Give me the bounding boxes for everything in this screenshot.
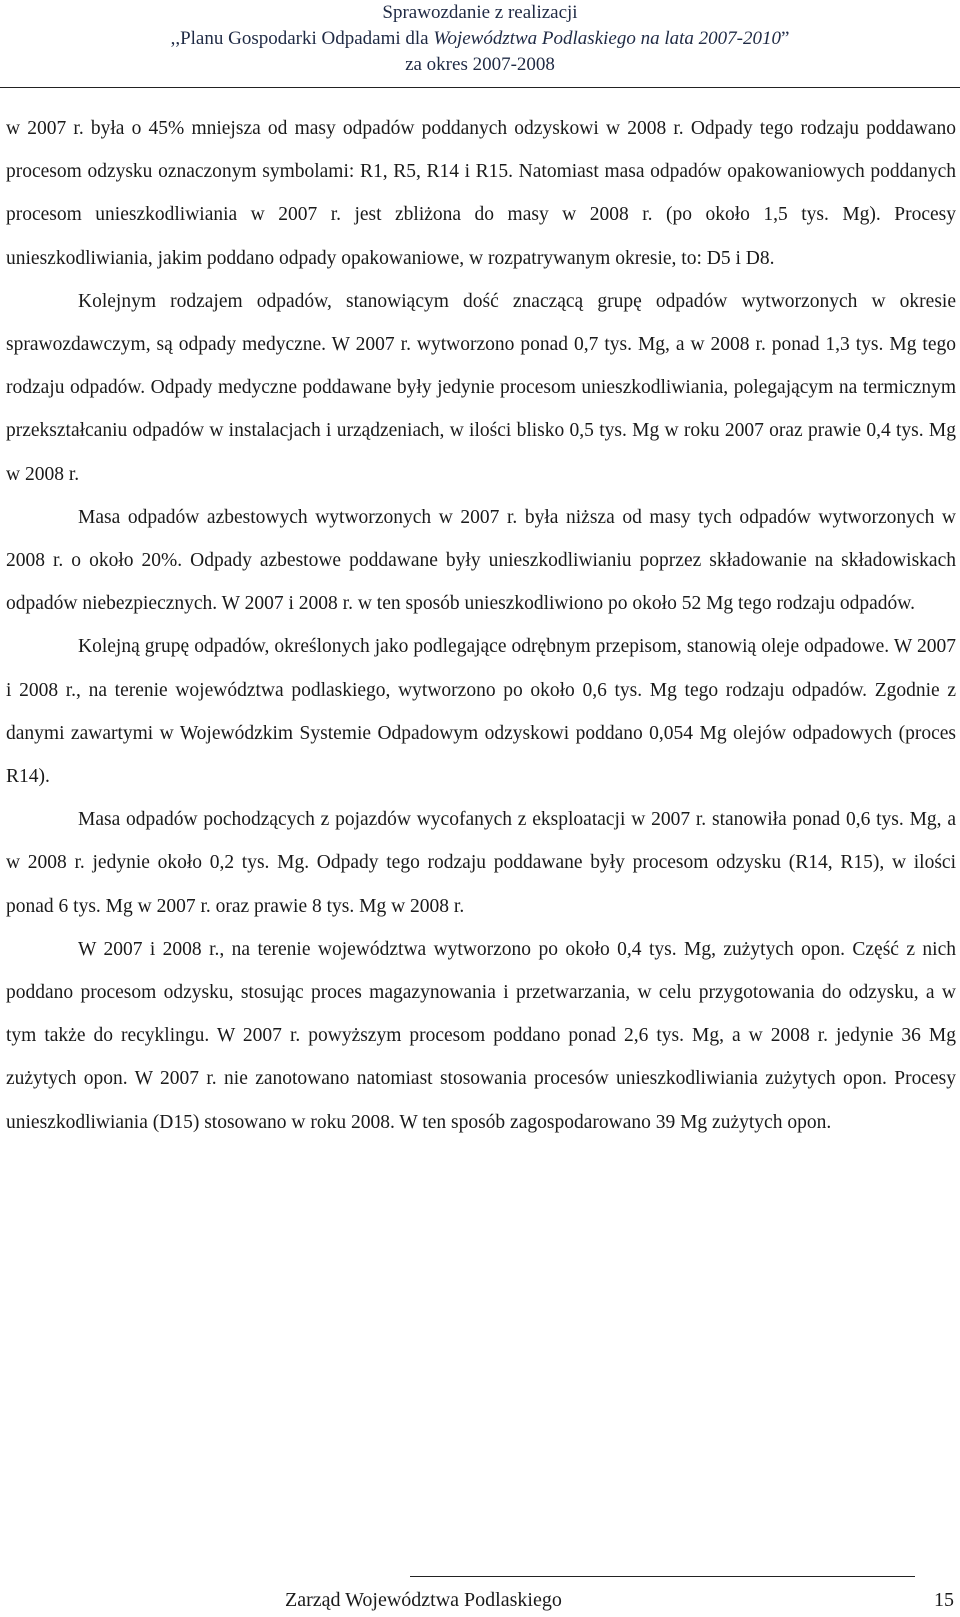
- document-body: [6, 107, 956, 1144]
- paragraph-end-of-life-vehicles: Masa odpadów pochodzących z pojazdów wycofanych z eksploatacji w 2007 r. stanowiła ponad 0,6 tys. Mg, a w 2008 r. jedynie około 0,2 tys. Mg. Odpady tego rodzaju poddawane były procesom odzysku (R14, R15), w ilości ponad 6 tys. Mg w 2007 r. oraz prawie 8 tys. Mg w 2008 r.: [6, 809, 956, 917]
- footer-divider: [410, 1576, 915, 1577]
- header-divider: [0, 87, 960, 88]
- page-number: 15: [934, 1589, 954, 1611]
- plan-title-suffix: ”: [780, 28, 790, 49]
- paragraph-waste-oils: Kolejną grupę odpadów, określonych jako podlegające odrębnym przepisom, stanowią oleje odpadowe. W 2007 i 2008 r., na terenie województwa podlaskiego, wytworzono po około 0,6 tys. Mg tego rodzaju odpadów. Zgodnie z danymi zawartymi w Wojewódzkim Systemie Odpadowym odzyskowi poddano 0,054 Mg olejów odpadowych (proces R14).: [6, 636, 956, 788]
- page-header: [0, 0, 960, 78]
- paragraph-used-tyres: W 2007 i 2008 r., na terenie województwa wytworzono po około 0,4 tys. Mg, zużytych opon. Część z nich poddano procesom odzysku, stosując proces magazynowania i przetwarzania, w celu przygotowania do odzysku, a w tym także do recyklingu. W 2007 r. powyższym procesom poddano ponad 2,6 tys. Mg, a w 2008 r. jedynie 36 Mg zużytych opon. W 2007 r. nie zanotowano natomiast stosowania procesów unieszkodliwiania zużytych opon. Procesy unieszkodliwiania (D15) stosowano w roku 2008. W ten sposób zagospodarowano 39 Mg zużytych opon.: [6, 938, 956, 1133]
- report-title: Sprawozdanie z realizacji: [382, 2, 578, 23]
- report-period: za okres 2007-2008: [405, 54, 555, 75]
- paragraph-packaging-waste: w 2007 r. była o 45% mniejsza od masy odpadów poddanych odzyskowi w 2008 r. Odpady tego rodzaju poddawano procesom odzysku oznaczonym symbolami: R1, R5, R14 i R15. Natomiast masa odpadów opakowaniowych poddanych procesom unieszkodliwiania w 2007 r. jest zbliżona do masy w 2008 r. (po około 1,5 tys. Mg). Procesy unieszkodliwiania, jakim poddano odpady opakowaniowe, w rozpatrywanym okresie, to: D5 i D8.: [6, 118, 956, 269]
- paragraph-asbestos-waste: Masa odpadów azbestowych wytworzonych w 2007 r. była niższa od masy tych odpadów wytworzonych w 2008 r. o około 20%. Odpady azbestowe poddawane były unieszkodliwianiu poprzez składowanie na składowiskach odpadów niebezpiecznych. W 2007 i 2008 r. w ten sposób unieszkodliwiono po około 52 Mg tego rodzaju odpadów.: [6, 506, 956, 615]
- plan-title-italic: Województwa Podlaskiego na lata 2007-2010: [433, 28, 781, 49]
- plan-title: [0, 26, 960, 52]
- paragraph-medical-waste: Kolejnym rodzajem odpadów, stanowiącym dość znaczącą grupę odpadów wytworzonych w okresie sprawozdawczym, są odpady medyczne. W 2007 r. wytworzono ponad 0,7 tys. Mg, a w 2008 r. ponad 1,3 tys. Mg tego rodzaju odpadów. Odpady medyczne poddawane były jedynie procesom unieszkodliwiania, polegającym na termicznym przekształcaniu odpadów w instalacjach i urządzeniach, w ilości blisko 0,5 tys. Mg w roku 2007 oraz prawie 0,4 tys. Mg w 2008 r.: [6, 290, 956, 485]
- plan-title-prefix: ,,Planu Gospodarki Odpadami dla: [170, 28, 434, 49]
- footer-organization: Zarząd Województwa Podlaskiego: [285, 1589, 562, 1611]
